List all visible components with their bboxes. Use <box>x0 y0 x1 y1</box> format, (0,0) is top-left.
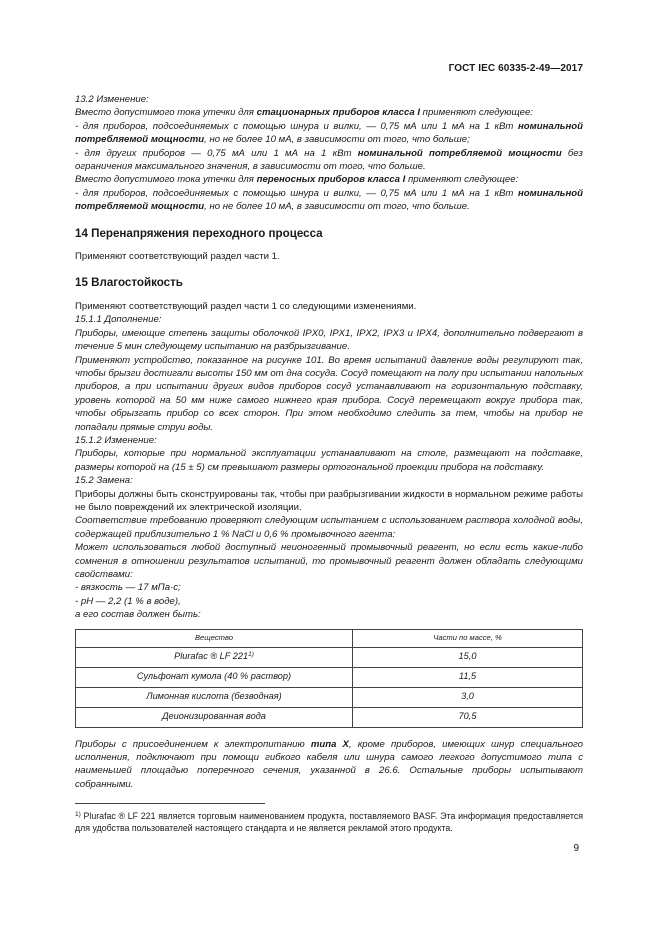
page-content <box>75 93 583 834</box>
page-number: 9 <box>573 843 579 854</box>
section-14-text: Применяют соответствующий раздел части 1. <box>75 251 280 263</box>
clause-15-2-para-2: Соответствие требованию проверяют следующим испытанием с использованием раствора холодной воды, содержащей приблизительно 1 % NaCl и 0,6 % промывочного агента: <box>75 515 583 540</box>
clause-13-2-para-3: - для других приборов — 0,75 мА или 1 мА на 1 кВт номинальной потребляемой мощности без ограничения максимального значения, в зависимости от того, что больше. <box>75 147 583 173</box>
document-header: ГОСТ IEC 60335-2-49—2017 <box>448 63 583 74</box>
clause-13-2-para-5: - для приборов, подсоединяемых с помощью шнура и вилки, — 0,75 мА или 1 мА на 1 кВт номинальной потребляемой мощности, но не более 10 мА, в зависимости от того, что больше. <box>75 187 583 213</box>
clause-15-2-title: 15.2 Замена: <box>75 475 133 487</box>
property-ph: - pH — 2,2 (1 % в воде), <box>75 595 181 607</box>
table-row <box>76 647 583 667</box>
composition-table <box>75 629 583 728</box>
clause-15-2-para-3: Может использоваться любой доступный неионогенный промывочный реагент, но если есть какие-либо сомнения в отношении результатов испытаний, то промывочный реагент должен обладать следующими свойствами: <box>75 542 583 580</box>
after-table-paragraph: Приборы с присоединением к электропитанию типа X, кроме приборов, имеющих шнур специального исполнения, подключают при помощи гибкого кабеля или шнура самого легкого допустимого типа с наименьшей площадью поперечного сечения, указанной в 26.6. Остальные приборы испытывают собранными. <box>75 738 584 790</box>
section-15-heading: 15 Влагостойкость <box>75 276 183 290</box>
clause-15-1-1-title: 15.1.1 Дополнение: <box>75 314 162 326</box>
table-cell-value: 70,5 <box>353 707 583 727</box>
clause-15-1-1-para-1: Приборы, имеющие степень защиты оболочкой IPX0, IPX1, IPX2, IPX3 и IPX4, дополнительно подвергают в течение 5 мин следующему испытанию на разбрызгивание. <box>75 327 583 353</box>
section-15-intro: Применяют соответствующий раздел части 1 со следующими изменениями. <box>75 300 417 312</box>
table-row <box>76 707 583 727</box>
table-header-mass-parts: Части по массе, % <box>353 629 583 647</box>
table-cell-value: 3,0 <box>353 687 583 707</box>
clause-15-2-para-1: Приборы должны быть сконструированы так, чтобы при разбрызгивании жидкости в нормальном режиме работы не было повреждений их электрической изоляции. <box>75 488 583 513</box>
table-cell-substance: Plurafac ® LF 221$^{1)}$ <box>76 647 353 667</box>
clause-15-1-2-title: 15.1.2 Изменение: <box>75 434 157 446</box>
clause-13-2-para-2: - для приборов, подсоединяемых с помощью шнура и вилки, — 0,75 мА или 1 мА на 1 кВт номинальной потребляемой мощности, но не более 10 мА, в зависимости от того, что больше; <box>75 120 583 146</box>
footnote: $^{1)}$ Plurafac ® LF 221 является торговым наименованием продукта, поставляемого BASF. Эта информация предоставляется для удобства пользователей настоящего стандарта и не является рекламой этого продукта. <box>75 811 583 834</box>
clause-13-2-title: 13.2 Изменение: <box>75 94 149 105</box>
table-row <box>76 667 583 687</box>
table-cell-substance: Сульфонат кумола (40 % раствор) <box>76 667 353 687</box>
table-row <box>76 687 583 707</box>
table-header-substance: Вещество <box>76 629 353 647</box>
property-viscosity: - вязкость — 17 мПа·с; <box>75 582 181 594</box>
table-cell-value: 11,5 <box>353 667 583 687</box>
composition-intro: а его состав должен быть: <box>75 609 201 621</box>
clause-15-1-2-para-1: Приборы, которые при нормальной эксплуатации устанавливают на столе, размещают на подставке, размеры которой на (15 ± 5) см превышают размеры ортогональной проекции прибора на подставку. <box>75 448 583 473</box>
table-cell-value: 15,0 <box>353 647 583 667</box>
footnote-divider <box>75 803 265 804</box>
section-14-heading: 14 Перенапряжения переходного процесса <box>75 226 323 240</box>
clause-15-1-1-para-2: Применяют устройство, показанное на рисунке 101. Во время испытаний давление воды регулируют так, чтобы брызги достигали высоты 150 мм от дна сосуда. Сосуд помещают на полу при испытании напольных приборов, а при испытании других видов приборов сосуд устанавливают на горизонтальную подставку, уровень которой на 50 мм ниже самого нижнего края прибора. Сосуд перемещают вокруг прибора так, чтобы обрызгать прибор со всех сторон. При этом необходимо следить за тем, чтобы на прибор не попадали прямые струи воды. <box>75 354 583 433</box>
clause-13-2-para-1: Вместо допустимого тока утечки для стационарных приборов класса I применяют следующее: <box>75 107 533 119</box>
table-cell-substance: Лимонная кислота (безводная) <box>76 687 353 707</box>
clause-13-2-para-4: Вместо допустимого тока утечки для переносных приборов класса I применяют следующее: <box>75 174 519 186</box>
table-header-row <box>76 629 583 647</box>
table-cell-substance: Деионизированная вода <box>76 707 353 727</box>
